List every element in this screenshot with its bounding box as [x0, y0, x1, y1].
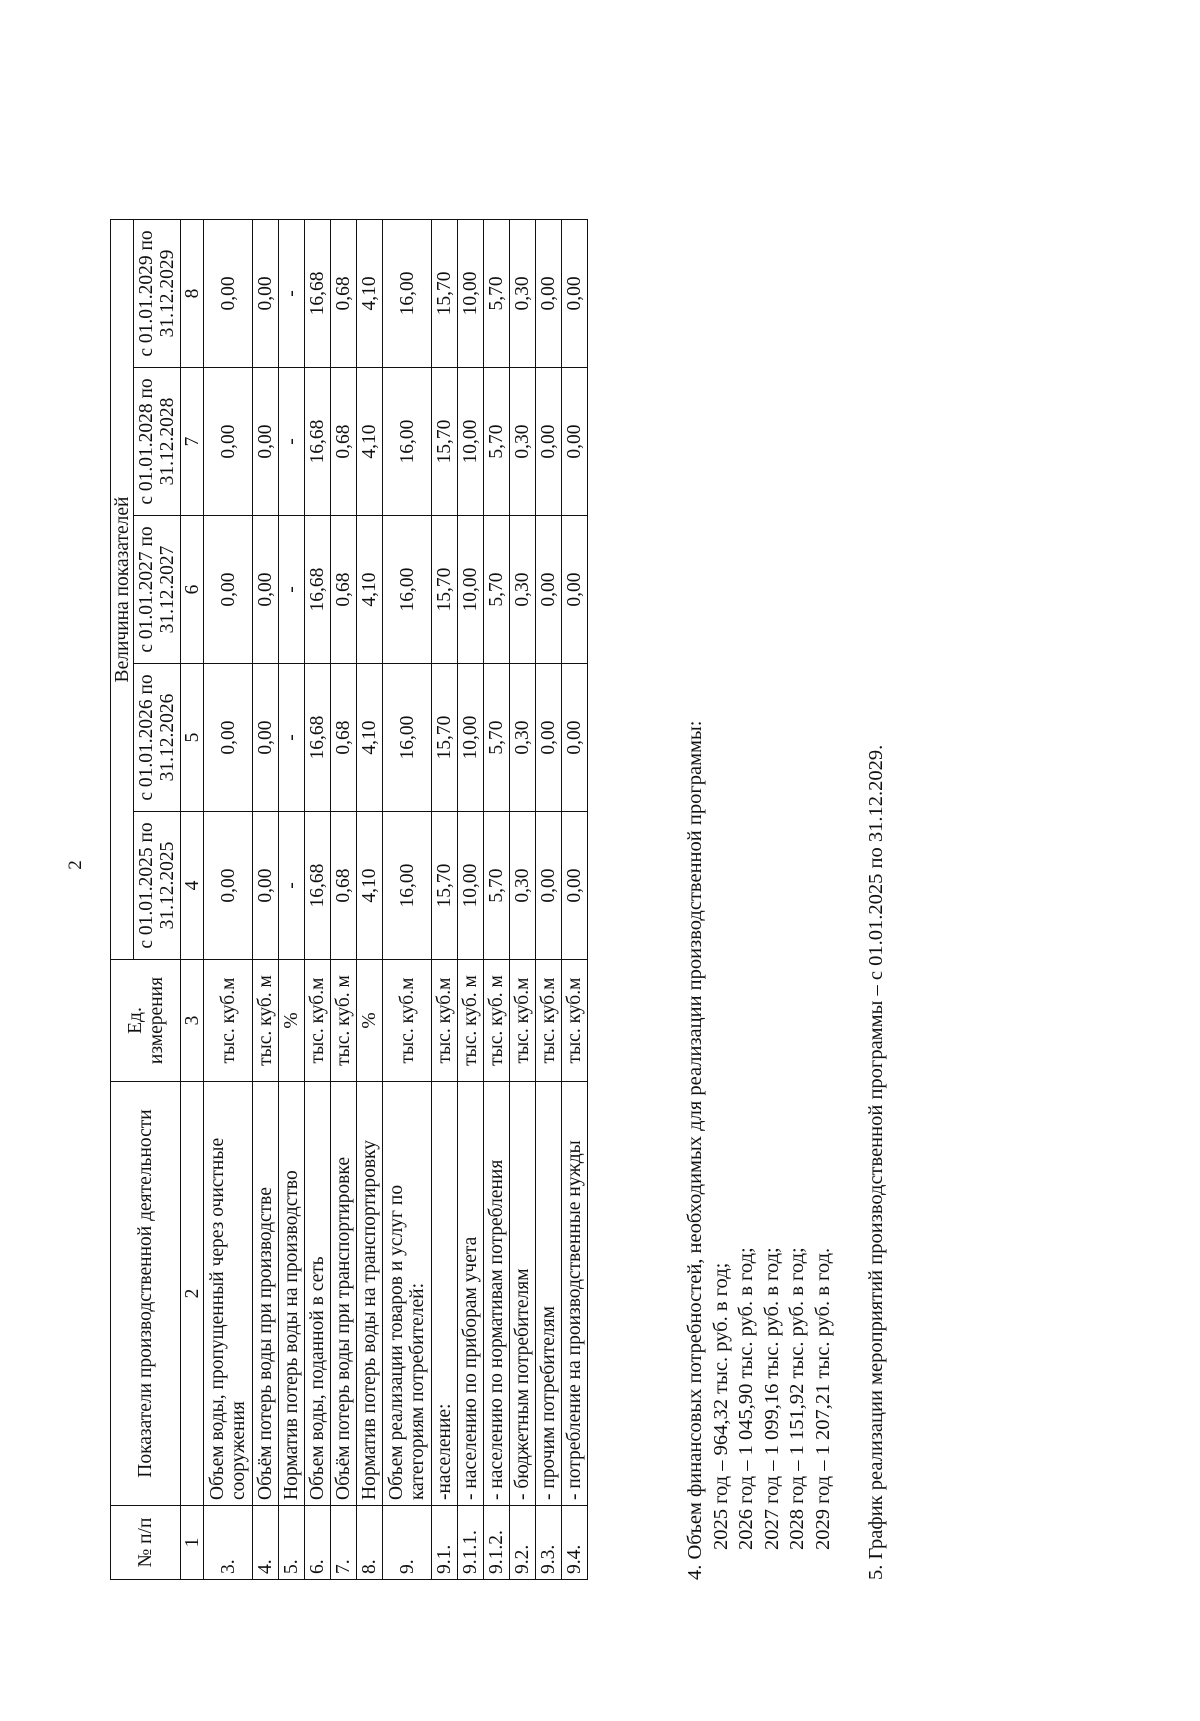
table-row — [331, 219, 357, 1579]
row-value: - — [279, 219, 305, 367]
row-unit: тыс. куб.м — [432, 960, 458, 1082]
row-indicator: Норматив потерь воды на транспортировку — [357, 1082, 383, 1506]
row-indicator: - бюджетным потребителям — [510, 1082, 536, 1506]
table-row — [432, 219, 458, 1579]
row-value: - — [279, 516, 305, 664]
row-value: 0,00 — [562, 516, 588, 664]
row-value: 16,00 — [383, 664, 432, 812]
row-indicator: Объём потерь воды при транспортировке — [331, 1082, 357, 1506]
table-row — [536, 219, 562, 1579]
row-value: 0,00 — [536, 368, 562, 516]
row-value: 0,30 — [510, 516, 536, 664]
header-indicator: Показатели производственной деятельности — [111, 1082, 181, 1506]
row-value: 0,30 — [510, 664, 536, 812]
row-value: 15,70 — [432, 368, 458, 516]
row-value: 0,00 — [204, 368, 253, 516]
row-unit: тыс. куб.м — [510, 960, 536, 1082]
row-indicator: - населению по приборам учета — [458, 1082, 484, 1506]
row-value: 5,70 — [484, 664, 510, 812]
row-unit: тыс. куб.м — [383, 960, 432, 1082]
table-row — [305, 219, 331, 1579]
row-value: 5,70 — [484, 368, 510, 516]
row-value: 10,00 — [458, 812, 484, 960]
row-number: 9.1. — [432, 1506, 458, 1580]
row-value: 0,68 — [331, 368, 357, 516]
row-value: 0,68 — [331, 664, 357, 812]
header-group: Величина показателей — [111, 219, 134, 959]
header-num: № п/п — [111, 1506, 181, 1580]
row-value: 0,00 — [204, 516, 253, 664]
row-value: 16,68 — [305, 516, 331, 664]
row-value: 10,00 — [458, 516, 484, 664]
row-unit: % — [357, 960, 383, 1082]
column-number: 6 — [181, 516, 204, 664]
row-indicator: Объем реализации товаров и услуг по категориям потребителей: — [383, 1082, 432, 1506]
row-value: 0,00 — [536, 516, 562, 664]
row-value: 0,00 — [562, 368, 588, 516]
row-indicator: - потребление на производственные нужды — [562, 1082, 588, 1506]
table-row — [562, 219, 588, 1579]
schedule-text: 5. График реализации мероприятий производственной программы – с 01.01.2025 по 31.12.2029. — [865, 744, 887, 1580]
column-number: 7 — [181, 368, 204, 516]
row-value: 0,00 — [536, 664, 562, 812]
row-value: 0,00 — [253, 368, 279, 516]
row-value: 0,00 — [253, 664, 279, 812]
row-unit: % — [279, 960, 305, 1082]
header-unit: Ед. измерения — [111, 960, 181, 1082]
row-value: 15,70 — [432, 516, 458, 664]
row-number: 4. — [253, 1506, 279, 1580]
financial-year: 2026 год – 1 045,90 тыс. руб. в год; — [735, 1247, 757, 1550]
financial-year: 2025 год – 964,32 тыс. руб. в год; — [709, 1262, 732, 1550]
row-value: 0,30 — [510, 219, 536, 367]
row-value: - — [279, 368, 305, 516]
column-number: 1 — [181, 1506, 204, 1580]
header-period: с 01.01.2027 по 31.12.2027 — [134, 516, 181, 664]
row-unit: тыс. куб. м — [253, 960, 279, 1082]
row-unit: тыс. куб.м — [562, 960, 588, 1082]
page-number: 2 — [65, 860, 86, 870]
row-indicator: Объем воды, поданной в сеть — [305, 1082, 331, 1506]
row-value: 16,00 — [383, 368, 432, 516]
row-value: 0,00 — [204, 664, 253, 812]
row-number: 5. — [279, 1506, 305, 1580]
row-value: 4,10 — [357, 664, 383, 812]
row-unit: тыс. куб. м — [484, 960, 510, 1082]
row-value: 4,10 — [357, 368, 383, 516]
row-value: - — [279, 812, 305, 960]
row-number: 9.1.1. — [458, 1506, 484, 1580]
table-row — [458, 219, 484, 1579]
row-unit: тыс. куб.м — [305, 960, 331, 1082]
row-value: 0,00 — [536, 812, 562, 960]
row-value: 0,68 — [331, 219, 357, 367]
row-value: 16,68 — [305, 219, 331, 367]
row-value: 0,30 — [510, 812, 536, 960]
row-value: 5,70 — [484, 516, 510, 664]
row-number: 9.4. — [562, 1506, 588, 1580]
row-value: 10,00 — [458, 219, 484, 367]
row-value: 0,00 — [562, 219, 588, 367]
row-number: 6. — [305, 1506, 331, 1580]
column-number: 2 — [181, 1082, 204, 1506]
row-value: 0,68 — [331, 516, 357, 664]
table-row — [253, 219, 279, 1579]
row-number: 3. — [204, 1506, 253, 1580]
table-row — [279, 219, 305, 1579]
row-number: 9.1.2. — [484, 1506, 510, 1580]
row-number: 9. — [383, 1506, 432, 1580]
row-value: 0,30 — [510, 368, 536, 516]
table-row — [204, 219, 253, 1579]
row-unit: тыс. куб. м — [331, 960, 357, 1082]
row-value: 16,68 — [305, 812, 331, 960]
row-value: 16,00 — [383, 516, 432, 664]
indicators-table — [110, 219, 588, 1580]
row-value: 10,00 — [458, 664, 484, 812]
row-number: 9.2. — [510, 1506, 536, 1580]
row-value: 0,00 — [562, 664, 588, 812]
row-unit: тыс. куб.м — [536, 960, 562, 1082]
row-value: 16,68 — [305, 368, 331, 516]
row-indicator: Норматив потерь воды на производство — [279, 1082, 305, 1506]
financial-year: 2027 год – 1 099,16 тыс. руб. в год; — [760, 1247, 783, 1550]
row-indicator: - прочим потребителям — [536, 1082, 562, 1506]
row-value: 16,68 — [305, 664, 331, 812]
row-indicator: Объём потерь воды при производстве — [253, 1082, 279, 1506]
row-number: 9.3. — [536, 1506, 562, 1580]
row-unit: тыс. куб. м — [458, 960, 484, 1082]
column-number: 3 — [181, 960, 204, 1082]
header-period: с 01.01.2025 по 31.12.2025 — [134, 812, 181, 960]
row-unit: тыс. куб.м — [204, 960, 253, 1082]
row-value: 0,68 — [331, 812, 357, 960]
row-indicator: - населению по нормативам потребления — [484, 1082, 510, 1506]
row-value: 0,00 — [536, 219, 562, 367]
row-value: 10,00 — [458, 368, 484, 516]
row-value: 5,70 — [484, 219, 510, 367]
financial-year: 2029 год – 1 207,21 тыс. руб. в год. — [811, 1247, 834, 1550]
row-number: 8. — [357, 1506, 383, 1580]
column-number: 5 — [181, 664, 204, 812]
header-period: с 01.01.2026 по 31.12.2026 — [134, 664, 181, 812]
row-value: 4,10 — [357, 516, 383, 664]
column-number: 4 — [181, 812, 204, 960]
row-value: - — [279, 664, 305, 812]
row-value: 16,00 — [383, 219, 432, 367]
row-value: 0,00 — [253, 219, 279, 367]
row-value: 4,10 — [357, 219, 383, 367]
row-value: 15,70 — [432, 664, 458, 812]
row-value: 15,70 — [432, 219, 458, 367]
table-row — [510, 219, 536, 1579]
row-value: 0,00 — [253, 516, 279, 664]
row-value: 0,00 — [204, 219, 253, 367]
rotated-page-content — [110, 140, 1110, 1580]
table-body — [204, 219, 588, 1579]
table-row — [383, 219, 432, 1579]
header-period: с 01.01.2029 по 31.12.2029 — [134, 219, 181, 367]
row-value: 0,00 — [204, 812, 253, 960]
financial-year: 2028 год – 1 151,92 тыс. руб. в год; — [786, 1247, 808, 1550]
table-row — [484, 219, 510, 1579]
row-indicator: Объем воды, пропущенный через очистные сооружения — [204, 1082, 253, 1506]
row-value: 15,70 — [432, 812, 458, 960]
row-value: 4,10 — [357, 812, 383, 960]
column-number: 8 — [181, 219, 204, 367]
financial-heading: 4. Объем финансовых потребностей, необходимых для реализации производственной программы: — [684, 720, 706, 1580]
row-value: 5,70 — [484, 812, 510, 960]
table-row — [357, 219, 383, 1579]
row-indicator: -население: — [432, 1082, 458, 1506]
row-value: 0,00 — [253, 812, 279, 960]
financial-section — [683, 180, 836, 1580]
row-value: 16,00 — [383, 812, 432, 960]
row-number: 7. — [331, 1506, 357, 1580]
row-value: 0,00 — [562, 812, 588, 960]
header-period: с 01.01.2028 по 31.12.2028 — [134, 368, 181, 516]
